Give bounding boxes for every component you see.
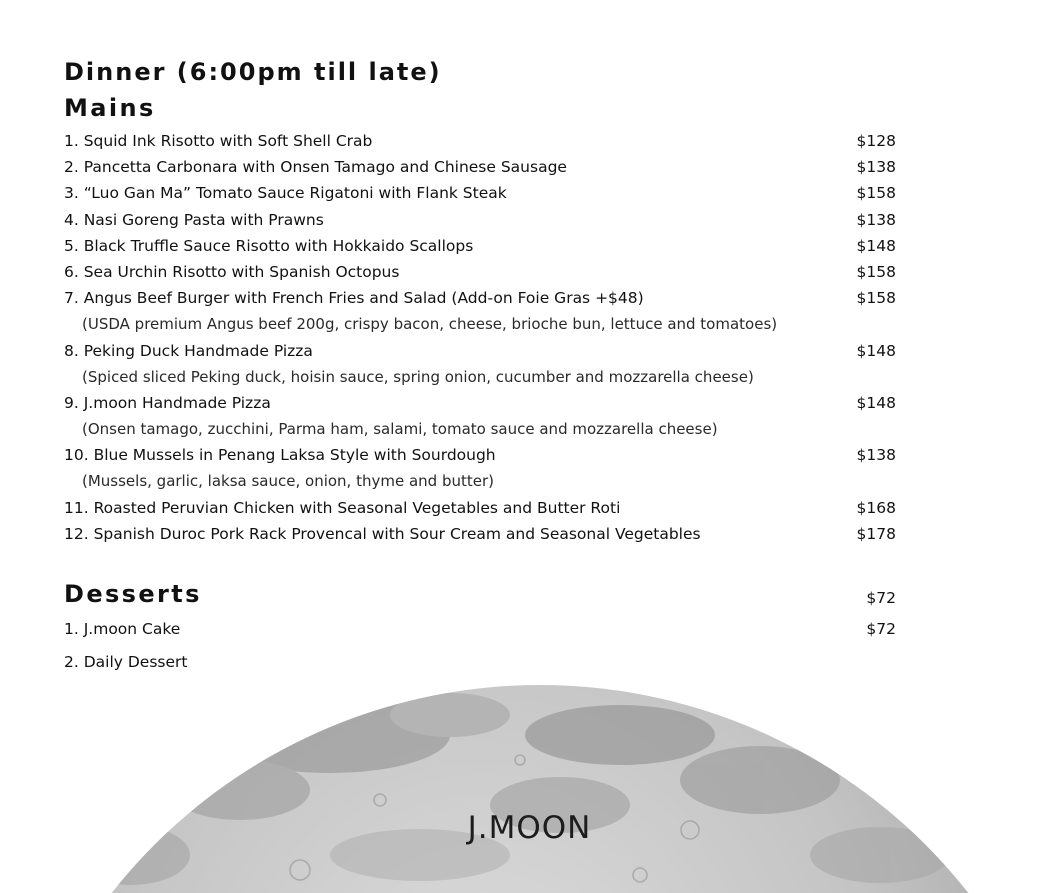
item-name: 1. Squid Ink Risotto with Soft Shell Crab (64, 132, 373, 150)
menu-item (64, 259, 896, 285)
mains-heading: Mains (64, 94, 156, 122)
brand-logo: J.MOON (467, 810, 592, 846)
item-description-text: (Spiced sliced Peking duck, hoisin sauce, spring onion, cucumber and mozzarella cheese) (82, 367, 754, 386)
menu-item (64, 180, 896, 206)
item-description (64, 311, 896, 337)
item-price: $148 (856, 236, 896, 255)
item-description (64, 468, 896, 494)
item-description-text: (Onsen tamago, zucchini, Parma ham, salami, tomato sauce and mozzarella cheese) (82, 420, 718, 439)
item-name: 6. Sea Urchin Risotto with Spanish Octopus (64, 262, 400, 281)
item-name: 11. Roasted Peruvian Chicken with Seasonal Vegetables and Butter Roti (64, 498, 621, 517)
item-name: 10. Blue Mussels in Penang Laksa Style with Sourdough (64, 446, 496, 465)
item-name: 9. J.moon Handmade Pizza (64, 393, 271, 412)
item-price: $148 (856, 393, 896, 412)
item-name: 4. Nasi Goreng Pasta with Prawns (64, 210, 324, 229)
item-name: 7. Angus Beef Burger with French Fries and Salad (Add-on Foie Gras +$48) (64, 289, 644, 308)
item-description (64, 364, 896, 390)
menu-item (64, 233, 896, 259)
item-price: $148 (856, 341, 896, 360)
item-price: $158 (856, 289, 896, 308)
menu-title: Dinner (6:00pm till late) (64, 58, 442, 86)
menu-item (64, 495, 896, 521)
menu-item (64, 207, 896, 233)
item-price: $138 (856, 446, 896, 465)
item-name: 12. Spanish Duroc Pork Rack Provencal with Sour Cream and Seasonal Vegetables (64, 524, 701, 543)
item-description-text: (Mussels, garlic, laksa sauce, onion, thyme and butter) (82, 472, 494, 491)
item-price: $158 (856, 184, 896, 203)
desserts-heading-price: $72 (866, 589, 896, 607)
item-name: 1. J.moon Cake (64, 620, 181, 638)
item-price: $178 (856, 524, 896, 543)
item-description (64, 416, 896, 442)
item-price: $158 (856, 262, 896, 281)
item-name: 5. Black Truffle Sauce Risotto with Hokkaido Scallops (64, 236, 474, 255)
item-name: 2. Daily Dessert (64, 652, 188, 671)
mains-list (64, 128, 896, 547)
item-name: 8. Peking Duck Handmade Pizza (64, 341, 313, 360)
menu-item (64, 390, 896, 416)
menu-item (64, 285, 896, 311)
menu-item (64, 521, 896, 547)
menu-item (64, 442, 896, 468)
moon-illustration (0, 640, 1059, 893)
item-name: 2. Pancetta Carbonara with Onsen Tamago and Chinese Sausage (64, 158, 567, 177)
item-price: $168 (856, 498, 896, 517)
item-description-text: (USDA premium Angus beef 200g, crispy bacon, cheese, brioche bun, lettuce and tomatoes) (82, 315, 778, 334)
menu-item (64, 338, 896, 364)
moon-image (0, 640, 1059, 893)
item-name: 3. “Luo Gan Ma” Tomato Sauce Rigatoni with Flank Steak (64, 184, 507, 203)
menu-item (64, 128, 896, 154)
item-price: $138 (856, 158, 896, 177)
item-price: $128 (856, 132, 896, 150)
desserts-heading: Desserts (64, 580, 202, 608)
menu-item (64, 154, 896, 180)
item-price: $138 (856, 210, 896, 229)
item-price: $72 (866, 620, 896, 638)
